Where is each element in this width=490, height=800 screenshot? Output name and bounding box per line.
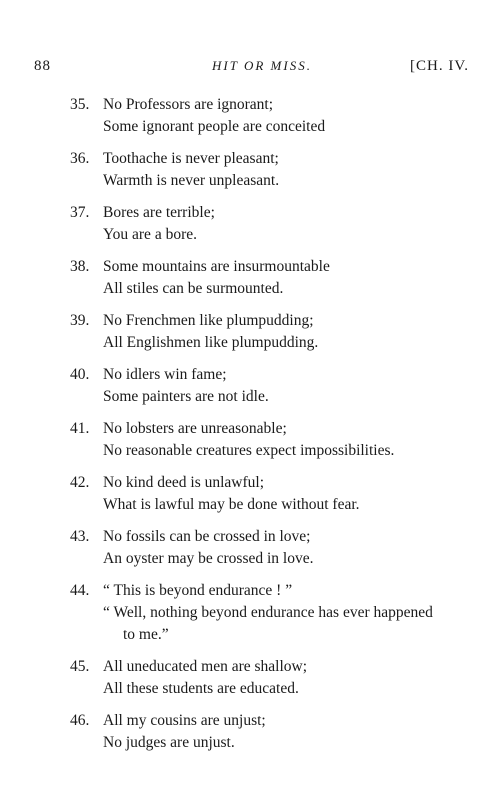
- running-title: HIT OR MISS.: [212, 58, 312, 73]
- problem-item: [0, 364, 490, 418]
- premise-text: to me.”: [123, 626, 169, 643]
- problem-number: 44.: [70, 582, 90, 599]
- premise-line: Some painters are not idle.: [103, 388, 269, 405]
- problem-item: [0, 94, 490, 148]
- problem-number: 36.: [70, 150, 90, 167]
- premise-line: No reasonable creatures expect impossibilities.: [103, 442, 395, 459]
- problem-item: [0, 580, 490, 656]
- premise-line: No fossils can be crossed in love;: [103, 528, 311, 545]
- premise-line: Bores are terrible;: [103, 204, 215, 221]
- problem-number: 45.: [70, 658, 90, 675]
- problem-number: 41.: [70, 420, 90, 437]
- problem-number: 40.: [70, 366, 90, 383]
- premise-line: No idlers win fame;: [103, 366, 227, 383]
- problem-number: 42.: [70, 474, 90, 491]
- premise-line-continuation: [103, 624, 483, 646]
- problem-item: [0, 202, 490, 256]
- problem-number: 43.: [70, 528, 90, 545]
- premise-line: All uneducated men are shallow;: [103, 658, 308, 675]
- problem-list: [0, 94, 490, 764]
- premise-line: All these students are educated.: [103, 680, 299, 697]
- premise-line: Toothache is never pleasant;: [103, 150, 279, 167]
- premise-line: All my cousins are unjust;: [103, 712, 266, 729]
- premise-line: Warmth is never unpleasant.: [103, 172, 280, 189]
- problem-number: 39.: [70, 312, 90, 329]
- premise-line: You are a bore.: [103, 226, 197, 243]
- premise-line: What is lawful may be done without fear.: [103, 496, 360, 513]
- problem-number: 35.: [70, 96, 90, 113]
- problem-item: [0, 472, 490, 526]
- problem-number: 37.: [70, 204, 90, 221]
- problem-item: [0, 148, 490, 202]
- premise-line: No judges are unjust.: [103, 734, 235, 751]
- premise-line: “ Well, nothing beyond endurance has ever happened: [103, 604, 433, 621]
- problem-item: [0, 526, 490, 580]
- problem-item: [0, 310, 490, 364]
- page-number: 88: [34, 58, 51, 74]
- problem-item: [0, 656, 490, 710]
- problem-item: [0, 418, 490, 472]
- premise-line: No Professors are ignorant;: [103, 96, 274, 113]
- premise-line: No lobsters are unreasonable;: [103, 420, 287, 437]
- premise-line: No Frenchmen like plumpudding;: [103, 312, 314, 329]
- premise-line: Some mountains are insurmountable: [103, 258, 330, 275]
- problem-number: 38.: [70, 258, 90, 275]
- premise-line: No kind deed is unlawful;: [103, 474, 265, 491]
- premise-line: All stiles can be surmounted.: [103, 280, 284, 297]
- problem-item: [0, 710, 490, 764]
- problem-item: [0, 256, 490, 310]
- premise-line: “ This is beyond endurance ! ”: [103, 582, 293, 599]
- page-header: [0, 58, 490, 80]
- premise-line: All Englishmen like plumpudding.: [103, 334, 319, 351]
- premise-line: An oyster may be crossed in love.: [103, 550, 314, 567]
- premise-line: Some ignorant people are conceited: [103, 118, 326, 135]
- problem-number: 46.: [70, 712, 90, 729]
- chapter-reference: [CH. IV.: [410, 58, 469, 74]
